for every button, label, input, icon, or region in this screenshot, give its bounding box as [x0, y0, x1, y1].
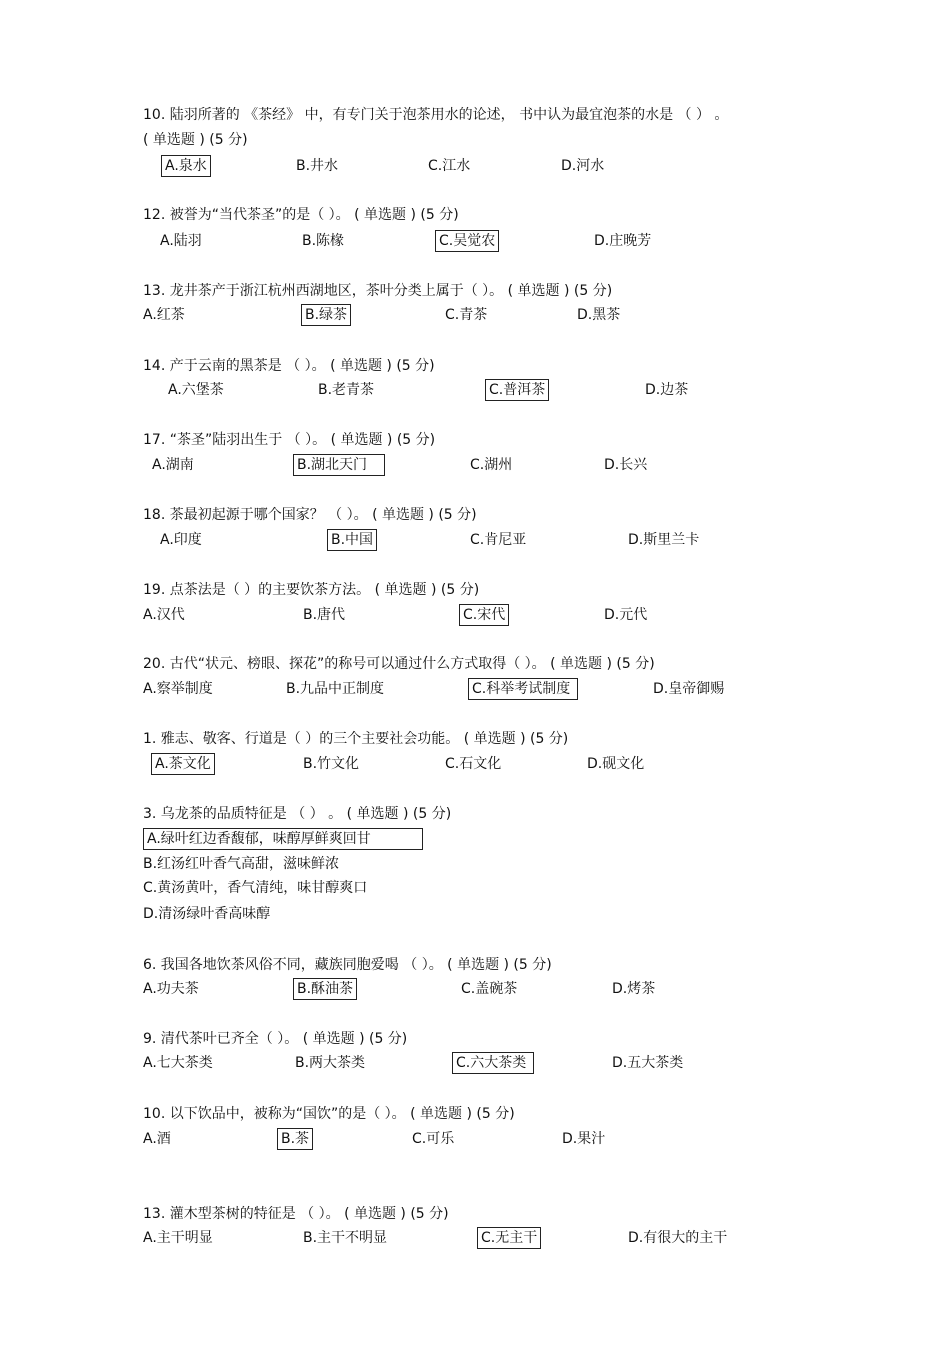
- option-d[interactable]: D.皇帝御赐: [653, 681, 725, 697]
- option-c[interactable]: C.黄汤黄叶，香气清纯，味甘醇爽口: [143, 880, 368, 896]
- option-c[interactable]: C.石文化: [445, 756, 502, 772]
- question-stem: 6. 我国各地饮茶风俗不同，藏族同胞爱喝 （ ）。 ( 单选题 ) (5 分): [143, 957, 552, 973]
- option-c-selected[interactable]: C.吴觉农: [439, 233, 496, 249]
- question-stem: 14. 产于云南的黑茶是 （ ）。 ( 单选题 ) (5 分): [143, 358, 435, 374]
- question-stem: 19. 点茶法是（ ）的主要饮茶方法。 ( 单选题 ) (5 分): [143, 582, 480, 598]
- option-d[interactable]: D.砚文化: [587, 756, 645, 772]
- option-a[interactable]: A.印度: [160, 532, 202, 548]
- option-b[interactable]: B.陈椽: [302, 233, 345, 249]
- option-b-selected[interactable]: B.湖北天门: [295, 456, 383, 474]
- question-stem: 1. 雅志、敬客、行道是（ ）的三个主要社会功能。 ( 单选题 ) (5 分): [143, 731, 569, 747]
- question-stem: 13. 龙井茶产于浙江杭州西湖地区，茶叶分类上属于（ ）。 ( 单选题 ) (5 分): [143, 283, 613, 299]
- option-a[interactable]: A.湖南: [152, 457, 194, 473]
- question-stem: 20. 古代“状元、榜眼、探花”的称号可以通过什么方式取得（ ）。 ( 单选题 ) (5 分): [143, 656, 655, 672]
- option-a[interactable]: A.酒: [143, 1131, 171, 1147]
- option-a[interactable]: A.察举制度: [143, 681, 213, 697]
- option-c-selected[interactable]: C.六大茶类: [454, 1054, 532, 1072]
- option-a-selected[interactable]: A.茶文化: [155, 756, 211, 772]
- option-d[interactable]: D.庄晚芳: [594, 233, 652, 249]
- option-d[interactable]: D.烤茶: [612, 981, 656, 997]
- option-c[interactable]: C.肯尼亚: [470, 532, 527, 548]
- option-b[interactable]: B.竹文化: [303, 756, 360, 772]
- option-d[interactable]: D.河水: [561, 158, 605, 174]
- question-stem: 13. 灌木型茶树的特征是 （ ）。 ( 单选题 ) (5 分): [143, 1206, 449, 1222]
- option-a[interactable]: A.七大茶类: [143, 1055, 213, 1071]
- option-b-selected[interactable]: B.茶: [281, 1131, 310, 1147]
- option-d[interactable]: D.元代: [604, 607, 648, 623]
- option-a-selected[interactable]: A.泉水: [165, 158, 207, 174]
- option-a[interactable]: A.主干明显: [143, 1230, 213, 1246]
- option-d[interactable]: D.长兴: [604, 457, 648, 473]
- option-c[interactable]: C.青茶: [445, 307, 488, 323]
- option-d[interactable]: D.果汁: [562, 1131, 606, 1147]
- option-b[interactable]: B.老青茶: [318, 382, 375, 398]
- option-a-selected[interactable]: A.绿叶红边香馥郁，味醇厚鲜爽回甘: [145, 830, 421, 848]
- option-d[interactable]: D.边茶: [645, 382, 689, 398]
- question-stem: 17. “茶圣”陆羽出生于 （ ）。 ( 单选题 ) (5 分): [143, 432, 436, 448]
- option-b[interactable]: B.九品中正制度: [286, 681, 385, 697]
- option-c[interactable]: C.可乐: [412, 1131, 455, 1147]
- option-a[interactable]: A.六堡茶: [168, 382, 224, 398]
- option-b-selected[interactable]: B.酥油茶: [297, 981, 354, 997]
- option-d[interactable]: D.五大茶类: [612, 1055, 684, 1071]
- option-c-selected[interactable]: C.无主干: [481, 1230, 538, 1246]
- option-d[interactable]: D.斯里兰卡: [628, 532, 700, 548]
- option-c-selected[interactable]: C.普洱茶: [489, 382, 546, 398]
- option-d[interactable]: D.黑茶: [577, 307, 621, 323]
- option-c-selected[interactable]: C.科举考试制度: [470, 680, 576, 698]
- question-stem: 12. 被誉为“当代茶圣”的是（ ）。 ( 单选题 ) (5 分): [143, 207, 459, 223]
- question-stem: 9. 清代茶叶已齐全（ ）。 ( 单选题 ) (5 分): [143, 1031, 408, 1047]
- option-b-selected[interactable]: B.绿茶: [305, 307, 348, 323]
- option-b[interactable]: B.唐代: [303, 607, 346, 623]
- option-c[interactable]: C.盖碗茶: [461, 981, 518, 997]
- option-a[interactable]: A.功夫茶: [143, 981, 199, 997]
- option-c[interactable]: C.湖州: [470, 457, 513, 473]
- option-b[interactable]: B.两大茶类: [295, 1055, 366, 1071]
- option-b[interactable]: B.红汤红叶香气高甜，滋味鲜浓: [143, 856, 340, 872]
- question-stem: 10. 陆羽所著的 《茶经》 中，有专门关于泡茶用水的论述， 书中认为最宜泡茶的水是 （ ） 。: [143, 107, 729, 123]
- question-stem: 3. 乌龙茶的品质特征是 （ ） 。 ( 单选题 ) (5 分): [143, 806, 452, 822]
- option-c[interactable]: C.江水: [428, 158, 471, 174]
- option-d[interactable]: D.清汤绿叶香高味醇: [143, 906, 271, 922]
- option-b[interactable]: B.主干不明显: [303, 1230, 388, 1246]
- option-a[interactable]: A.汉代: [143, 607, 185, 623]
- question-meta: ( 单选题 ) (5 分): [143, 132, 248, 148]
- option-c-selected[interactable]: C.宋代: [463, 607, 506, 623]
- option-d[interactable]: D.有很大的主干: [628, 1230, 728, 1246]
- option-b-selected[interactable]: B.中国: [331, 532, 374, 548]
- question-stem: 10. 以下饮品中，被称为“国饮”的是（ ）。 ( 单选题 ) (5 分): [143, 1106, 515, 1122]
- question-stem: 18. 茶最初起源于哪个国家？ （ ）。 ( 单选题 ) (5 分): [143, 507, 477, 523]
- option-a[interactable]: A.红茶: [143, 307, 185, 323]
- option-a[interactable]: A.陆羽: [160, 233, 202, 249]
- option-b[interactable]: B.井水: [296, 158, 339, 174]
